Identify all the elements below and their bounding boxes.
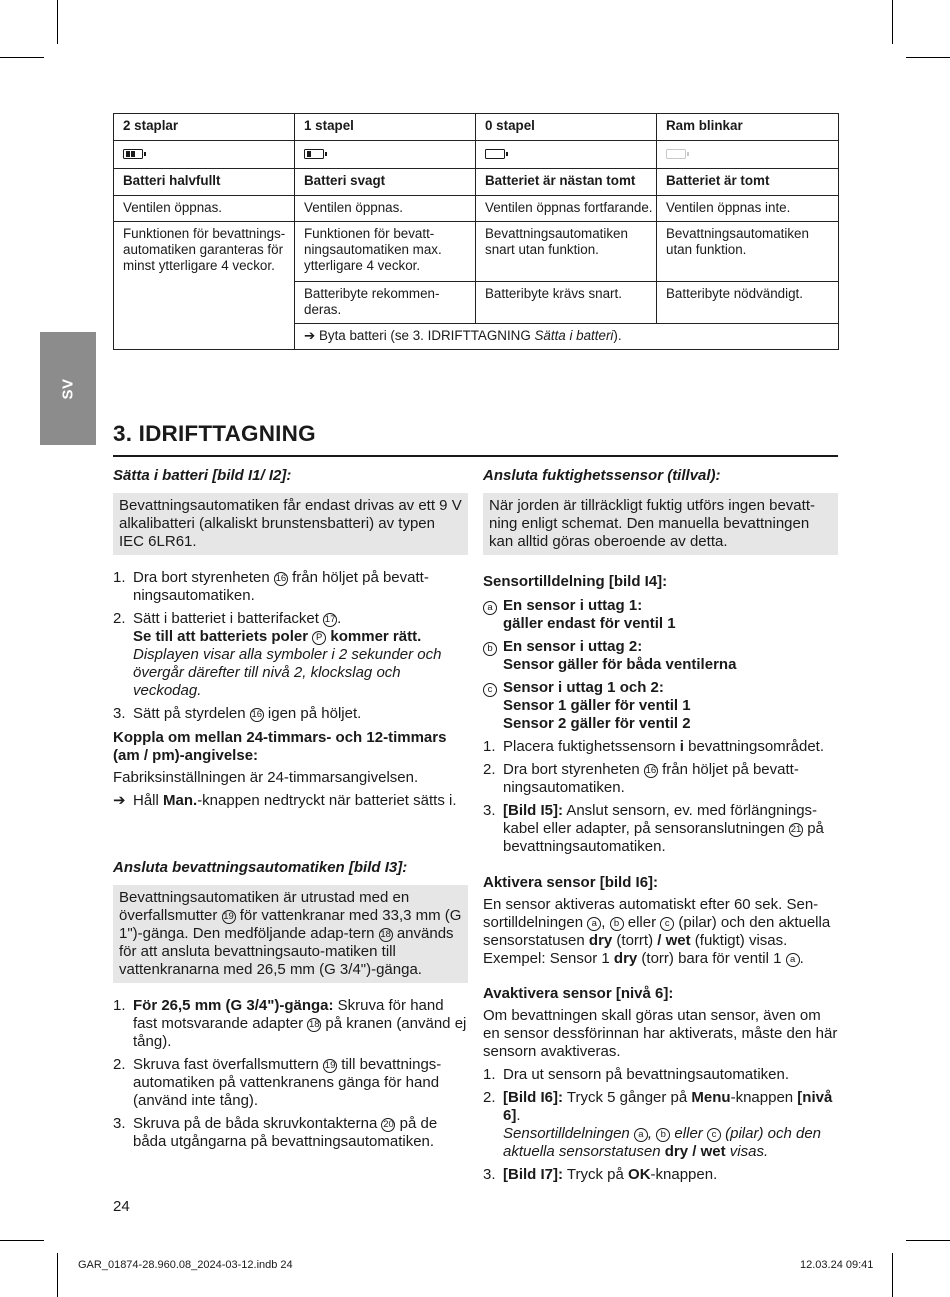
table-row (114, 141, 839, 169)
table-cell: Funktionen för bevatt-ningsautomatiken max. ytterligare 4 veckor. (295, 222, 476, 282)
table-cell: Ventilen öppnas. (295, 196, 476, 222)
page-number: 24 (113, 1198, 130, 1215)
battery-two-bars-icon (123, 149, 143, 159)
table-row (114, 222, 839, 282)
table-header-cell: 1 stapel (295, 114, 476, 141)
crop-mark (906, 57, 950, 58)
list-item: c Sensor i uttag 1 och 2: Sensor 1 gäller för ventil 1 Sensor 2 gäller för ventil 2 (483, 679, 838, 733)
battery-frame-blinking-icon (666, 149, 686, 159)
ref-number: P (312, 631, 326, 645)
battery-empty-icon (485, 149, 505, 159)
table-cell: Batteri halvfullt (114, 169, 295, 196)
connect-steps (113, 997, 468, 1151)
table-header-row (114, 114, 839, 141)
connect-info-box: Bevattningsautomatiken är utrustad med en överfallsmutter 19 för vattenkranar med 33,3 mm (G 1")-gänga. Den medföljande adap-tern 18 används för att ansluta bevattningsauto-matiken till vattenkranarna med 26,5 mm (G 3/4")-gänga. (113, 885, 468, 983)
sensor-allocation-heading: Sensortilldelning [bild I4]: (483, 573, 668, 590)
list-item: b En sensor i uttag 2: Sensor gäller för båda ventilerna (483, 638, 838, 674)
activate-sensor-text: En sensor aktiveras automatiskt efter 60 sek. Sen-sortilldelningen a , b eller c (pilar) och den aktuella sensorstatusen dry (torrt) / wet (fuktigt) visas. Exempel: Sensor 1 dry (torr) bara för ventil 1 a . (483, 896, 831, 967)
arrow-right-icon: ➔ (113, 792, 126, 809)
table-cell: Batteribyte rekommen-deras. (295, 282, 476, 324)
crop-mark (0, 1240, 44, 1241)
ref-number: 21 (790, 824, 802, 835)
table-row (114, 169, 839, 196)
ref-number: 18 (380, 929, 391, 940)
deactivate-steps (483, 1066, 838, 1184)
connect-heading: Ansluta bevattningsautomatiken [bild I3]: (113, 859, 408, 876)
battery-steps (113, 569, 468, 723)
ref-number: 16 (275, 573, 287, 584)
table-cell: Batteri svagt (295, 169, 476, 196)
table-header-cell: 2 staplar (114, 114, 295, 141)
list-item: 2. Skruva fast överfallsmuttern 19 till bevattnings-automatiken på vattenkranens gänga för hand (använd inte tång). (113, 1056, 442, 1109)
list-item: 2. [Bild I6]: Tryck 5 gånger på Menu-knappen [nivå 6]. Sensortilldelningen a , b eller c (pilar) och den aktuella sensorstatusen dry / wet visas. (483, 1089, 833, 1160)
ref-number: 19 (324, 1060, 336, 1071)
deactivate-sensor-heading: Avaktivera sensor [nivå 6]: (483, 985, 674, 1002)
right-column (483, 467, 838, 1190)
table-cell: Bevattningsautomatiken snart utan funktion. (476, 222, 657, 282)
crop-mark (57, 1253, 58, 1297)
table-cell: Batteribyte krävs snart. (476, 282, 657, 324)
battery-change-note: ➔ Byta batteri (se 3. IDRIFTTAGNING Sätta i batteri). (295, 324, 839, 350)
sensor-info-box: När jorden är tillräckligt fuktig utförs ingen bevatt-ning enligt schemat. Den manuella bevattningen kan alltid göras oberoende av detta. (483, 493, 838, 555)
footer-file-name: GAR_01874-28.960.08_2024-03-12.indb 24 (78, 1259, 293, 1271)
list-item: 3. Sätt på styrdelen 16 igen på höljet. (113, 705, 362, 722)
table-cell: Bevattningsautomatiken utan funktion. (657, 222, 839, 282)
table-cell: Ventilen öppnas. (114, 196, 295, 222)
table-cell: Batteribyte nödvändigt. (657, 282, 839, 324)
ref-number: 18 (308, 1019, 320, 1030)
crop-mark (906, 1240, 950, 1241)
crop-mark (892, 0, 893, 44)
table-cell: Ventilen öppnas fortfarande. (476, 196, 657, 222)
crop-mark (0, 57, 44, 58)
ref-letter: b (483, 642, 497, 656)
list-item: 3. [Bild I5]: Anslut sensorn, ev. med förlängnings-kabel eller adapter, på sensoranslutningen 21 på bevattningsautomatiken. (483, 802, 824, 855)
table-cell: Funktionen för bevattnings-automatiken garanteras för minst ytterligare 4 veckor. (114, 222, 295, 350)
time-format-heading: Koppla om mellan 24-timmars- och 12-timmars (am / pm)-angivelse: (113, 729, 447, 764)
left-column (113, 467, 468, 1157)
table-cell: Batteriet är nästan tomt (476, 169, 657, 196)
table-header-cell: 0 stapel (476, 114, 657, 141)
crop-mark (57, 0, 58, 44)
factory-setting-text: Fabriksinställningen är 24-timmarsangivelsen. (113, 769, 419, 786)
deactivate-sensor-text: Om bevattningen skall göras utan sensor, även om en sensor dessförinnan har aktiverats, måste den här sensorn avaktiveras. (483, 1007, 838, 1060)
list-item: 2. Dra bort styrenheten 16 från höljet på bevatt-ningsautomatiken. (483, 761, 799, 796)
list-item: 3. Skruva på de båda skruvkontakterna 20 på de båda utgångarna på bevattningsautomatiken. (113, 1115, 438, 1150)
table-cell: Batteriet är tomt (657, 169, 839, 196)
ref-letter: c (483, 683, 497, 697)
ref-number: 20 (383, 1119, 394, 1130)
table-cell: Ventilen öppnas inte. (657, 196, 839, 222)
crop-mark (892, 1253, 893, 1297)
battery-one-bar-icon (304, 149, 324, 159)
sensor-heading: Ansluta fuktighetssensor (tillval): (483, 467, 721, 484)
battery-heading: Sätta i batteri [bild I1/ I2]: (113, 467, 292, 484)
list-item: ➔ Håll Man.-knappen nedtryckt när batteriet sätts i. (113, 792, 457, 809)
ref-letter: a (483, 601, 497, 615)
ref-number: 16 (645, 765, 657, 776)
language-tab: SV (40, 332, 96, 445)
ref-number: 17 (324, 614, 336, 625)
battery-status-table (113, 113, 839, 350)
footer-timestamp: 12.03.24 09:41 (800, 1259, 874, 1271)
sensor-steps (483, 738, 838, 856)
list-item: 1. Placera fuktighetssensorn i bevattningsområdet. (483, 738, 825, 755)
section-title: 3. IDRIFTTAGNING (113, 421, 316, 446)
ref-number: 16 (251, 709, 263, 720)
list-item: 2. Sätt i batteriet i batterifacket 17 . Se till att batteriets poler P kommer rätt. Displayen visar alla symboler i 2 sekunder och övergår därefter till nivå 2, klockslag och veckodag. (113, 610, 442, 699)
ref-number: 19 (223, 911, 234, 922)
table-header-cell: Ram blinkar (657, 114, 839, 141)
list-item: 3. [Bild I7]: Tryck på OK-knappen. (483, 1166, 718, 1183)
battery-info-box: Bevattningsautomatiken får endast drivas av ett 9 V alkalibatteri (alkaliskt brunstensbatteri) av typen IEC 6LR61. (113, 493, 468, 555)
list-item: 1. Dra ut sensorn på bevattningsautomatiken. (483, 1066, 790, 1083)
list-item: 1. Dra bort styrenheten 16 från höljet på bevatt-ningsautomatiken. (113, 569, 429, 604)
section-divider (113, 455, 838, 457)
list-item: 1. För 26,5 mm (G 3/4")-gänga: Skruva för hand fast motsvarande adapter 18 på kranen (använd ej tång). (113, 997, 467, 1050)
list-item: a En sensor i uttag 1: gäller endast för ventil 1 (483, 597, 838, 633)
table-row (114, 196, 839, 222)
activate-sensor-heading: Aktivera sensor [bild I6]: (483, 874, 659, 891)
